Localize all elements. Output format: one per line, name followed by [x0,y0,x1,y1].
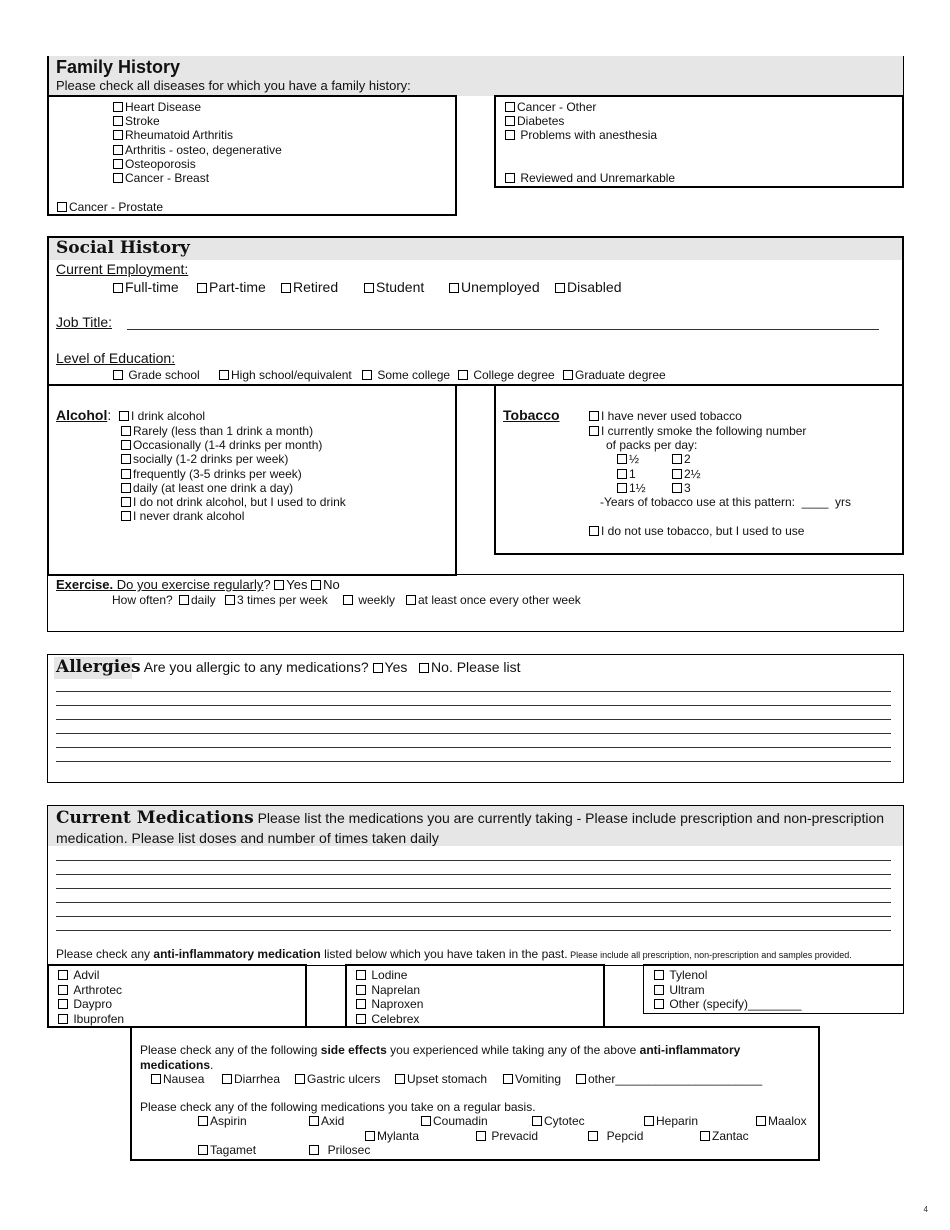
checkbox-icon[interactable] [364,283,374,293]
regular-med-option[interactable]: Maalox [756,1114,807,1129]
checkbox-icon[interactable] [356,999,366,1009]
checkbox-icon[interactable] [589,426,599,436]
alcohol-option[interactable]: I drink alcohol [119,409,205,424]
checkbox-icon[interactable] [113,370,123,380]
packs-option[interactable]: 3 [672,481,691,496]
checkbox-icon[interactable] [219,370,229,380]
checkbox-icon[interactable] [449,283,459,293]
packs-option[interactable]: 2½ [672,467,701,482]
checkbox-icon[interactable] [617,454,627,464]
checkbox-icon[interactable] [576,1074,586,1084]
anti-med-option[interactable]: Arthrotec [58,983,122,998]
regular-med-option[interactable]: Cytotec [532,1114,585,1129]
packs-label: of packs per day: [606,438,698,452]
family-subtitle: Please check all diseases for which you have a family history: [56,78,411,93]
employment-option[interactable]: Part-time [197,279,266,295]
allergies-title: Allergies [56,657,141,677]
exercise-how-label: How often? [112,593,173,607]
anti-med-option[interactable]: Ultram [654,983,705,998]
checkbox-icon[interactable] [113,173,123,183]
checkbox-icon[interactable] [58,1014,68,1024]
family-item[interactable]: Cancer - Other [505,100,596,115]
anti-med-option[interactable]: Daypro [58,997,112,1012]
family-item-prostate[interactable]: Cancer - Prostate [57,200,163,215]
checkbox-icon[interactable] [309,1116,319,1126]
exercise-option[interactable]: daily [179,593,216,608]
allergy-line[interactable] [56,761,891,762]
checkbox-icon[interactable] [419,663,429,673]
side-effect-option[interactable]: Gastric ulcers [295,1072,380,1087]
exercise-question: Exercise. Do you exercise regularly? Yes No [56,577,340,592]
checkbox-icon[interactable] [222,1074,232,1084]
family-item[interactable]: Arthritis - osteo, degenerative [113,143,282,158]
checkbox-icon[interactable] [505,173,515,183]
checkbox-icon[interactable] [505,102,515,112]
family-item[interactable]: Diabetes [505,114,564,129]
checkbox-icon[interactable] [373,663,383,673]
checkbox-icon[interactable] [113,116,123,126]
checkbox-icon[interactable] [356,970,366,980]
family-item-reviewed[interactable]: Reviewed and Unremarkable [505,171,675,186]
checkbox-icon[interactable] [589,526,599,536]
checkbox-icon[interactable] [179,595,189,605]
alcohol-header: Alcohol: [56,407,112,423]
checkbox-icon[interactable] [281,283,291,293]
exercise-option[interactable]: weekly [343,593,395,608]
tobacco-option[interactable]: I do not use tobacco, but I used to use [589,524,804,539]
checkbox-icon[interactable] [356,1014,366,1024]
family-item[interactable]: Cancer - Breast [113,171,209,186]
education-option[interactable]: Grade school [113,368,200,383]
employment-label: Current Employment: [56,261,189,277]
regular-med-option[interactable]: Axid [309,1114,344,1129]
regular-med-option[interactable]: Prevacid [476,1129,538,1144]
checkbox-icon[interactable] [365,1131,375,1141]
checkbox-icon[interactable] [198,1116,208,1126]
checkbox-icon[interactable] [617,469,627,479]
side-effect-option[interactable]: Upset stomach [395,1072,487,1087]
checkbox-icon[interactable] [563,370,573,380]
checkbox-icon[interactable] [654,999,664,1009]
checkbox-icon[interactable] [274,580,284,590]
meds-line[interactable] [56,860,891,861]
alcohol-label: Alcohol [56,407,108,423]
allergy-line[interactable] [56,719,891,720]
regular-med-option[interactable]: Prilosec [309,1143,370,1158]
checkbox-icon[interactable] [505,130,515,140]
tobacco-option[interactable]: I currently smoke the following number [589,424,806,439]
checkbox-icon[interactable] [395,1074,405,1084]
exercise-option[interactable]: 3 times per week [225,593,328,608]
packs-option[interactable]: 1½ [617,481,646,496]
side-effect-option[interactable]: other______________________ [576,1072,762,1087]
meds-text-line2: medication. Please list doses and number of times taken daily [56,830,439,846]
alcohol-option[interactable]: I never drank alcohol [121,509,244,524]
checkbox-icon[interactable] [588,1131,598,1141]
checkbox-icon[interactable] [672,469,682,479]
checkbox-icon[interactable] [113,283,123,293]
checkbox-icon[interactable] [532,1116,542,1126]
page-corner-mark: 4 [923,1205,928,1214]
meds-line[interactable] [56,930,891,931]
checkbox-icon[interactable] [589,411,599,421]
checkbox-icon[interactable] [121,497,131,507]
checkbox-icon[interactable] [362,370,372,380]
packs-option[interactable]: 2 [672,452,691,467]
checkbox-icon[interactable] [121,511,131,521]
anti-med-option[interactable]: Lodine [356,968,407,983]
checkbox-icon[interactable] [58,970,68,980]
family-item[interactable]: Heart Disease [113,100,201,115]
anti-med-option[interactable]: Celebrex [356,1012,419,1027]
checkbox-icon[interactable] [672,454,682,464]
checkbox-icon[interactable] [555,283,565,293]
alcohol-option[interactable]: socially (1-2 drinks per week) [121,452,288,467]
checkbox-icon[interactable] [121,440,131,450]
checkbox-icon[interactable] [119,411,129,421]
checkbox-icon[interactable] [458,370,468,380]
checkbox-icon[interactable] [113,102,123,112]
allergy-line[interactable] [56,733,891,734]
checkbox-icon[interactable] [672,483,682,493]
checkbox-icon[interactable] [121,469,131,479]
checkbox-icon[interactable] [406,595,416,605]
packs-option[interactable]: 1 [617,467,636,482]
checkbox-icon[interactable] [57,202,67,212]
checkbox-icon[interactable] [121,426,131,436]
checkbox-icon[interactable] [311,580,321,590]
checkbox-icon[interactable] [151,1074,161,1084]
side-effect-option[interactable]: Nausea [151,1072,204,1087]
allergies-question: Allergies Are you allergic to any medications? Yes No. Please list [56,657,521,677]
education-label: Level of Education: [56,350,176,366]
regular-med-option[interactable]: Zantac [700,1129,749,1144]
checkbox-icon[interactable] [197,283,207,293]
family-title: Family History [56,57,181,77]
side-effect-option[interactable]: Diarrhea [222,1072,280,1087]
alcohol-option[interactable]: daily (at least one drink a day) [121,481,293,496]
family-item[interactable]: Rheumatoid Arthritis [113,128,233,143]
allergy-line[interactable] [56,705,891,706]
family-item[interactable]: Osteoporosis [113,157,196,172]
checkbox-icon[interactable] [343,595,353,605]
regular-med-option[interactable]: Coumadin [421,1114,488,1129]
anti-med-option[interactable]: Naprelan [356,983,420,998]
job-title-label: Job Title: [56,314,113,330]
tobacco-option[interactable]: I have never used tobacco [589,409,742,424]
meds-line[interactable] [56,888,891,889]
checkbox-icon[interactable] [225,595,235,605]
anti-med-option[interactable]: Ibuprofen [58,1012,124,1027]
checkbox-icon[interactable] [113,159,123,169]
checkbox-icon[interactable] [700,1131,710,1141]
alcohol-option[interactable]: Rarely (less than 1 drink a month) [121,424,313,439]
tobacco-years: -Years of tobacco use at this pattern: ____ yrs [600,495,852,509]
checkbox-icon[interactable] [421,1116,431,1126]
regular-med-option[interactable]: Pepcid [588,1129,643,1144]
checkbox-icon[interactable] [654,970,664,980]
regular-meds-instructions: Please check any of the following medications you take on a regular basis. [140,1100,536,1114]
regular-med-option[interactable]: Aspirin [198,1114,247,1129]
checkbox-icon[interactable] [505,116,515,126]
checkbox-icon[interactable] [756,1116,766,1126]
checkbox-icon[interactable] [654,985,664,995]
packs-option[interactable]: ½ [617,452,639,467]
checkbox-icon[interactable] [309,1145,319,1155]
exercise-option[interactable]: at least once every other week [406,593,581,608]
checkbox-icon[interactable] [295,1074,305,1084]
meds-text-line1: Current Medications Please list the medications you are currently taking - Please include prescription and non-prescription [56,808,885,828]
meds-line[interactable] [56,902,891,903]
social-title: Social History [56,238,190,258]
meds-title: Current Medications [56,808,254,828]
side-effect-option[interactable]: Vomiting [503,1072,561,1087]
anti-med-option[interactable]: Other (specify)________ [654,997,801,1012]
alcohol-option[interactable]: I do not drink alcohol, but I used to drink [121,495,346,510]
employment-option[interactable]: Student [364,279,424,295]
checkbox-icon[interactable] [617,483,627,493]
alcohol-option[interactable]: frequently (3-5 drinks per week) [121,467,302,482]
employment-option[interactable]: Unemployed [449,279,540,295]
regular-med-option[interactable]: Mylanta [365,1129,419,1144]
meds-line[interactable] [56,874,891,875]
checkbox-icon[interactable] [58,999,68,1009]
job-title-input-line[interactable] [127,329,879,330]
education-option[interactable]: Graduate degree [563,368,666,383]
checkbox-icon[interactable] [356,985,366,995]
education-option[interactable]: Some college [362,368,450,383]
anti-med-option[interactable]: Tylenol [654,968,707,983]
anti-inflammatory-instructions: Please check any anti-inflammatory medication listed below which you have taken in the past. Please include all prescription, non-prescription and samples provided. [56,947,852,961]
checkbox-icon[interactable] [58,985,68,995]
meds-line[interactable] [56,916,891,917]
checkbox-icon[interactable] [113,145,123,155]
tobacco-label: Tobacco [503,407,560,423]
family-item[interactable]: Problems with anesthesia [505,128,657,143]
anti-med-option[interactable]: Advil [58,968,99,983]
checkbox-icon[interactable] [198,1145,208,1155]
education-option[interactable]: College degree [458,368,555,383]
checkbox-icon[interactable] [121,483,131,493]
checkbox-icon[interactable] [644,1116,654,1126]
regular-med-option[interactable]: Heparin [644,1114,698,1129]
regular-med-option[interactable]: Tagamet [198,1143,256,1158]
education-option[interactable]: High school/equivalent [219,368,352,383]
allergy-line[interactable] [56,747,891,748]
employment-option[interactable]: Retired [281,279,338,295]
anti-med-option[interactable]: Naproxen [356,997,423,1012]
employment-option[interactable]: Disabled [555,279,621,295]
checkbox-icon[interactable] [476,1131,486,1141]
checkbox-icon[interactable] [503,1074,513,1084]
checkbox-icon[interactable] [121,454,131,464]
employment-option[interactable]: Full-time [113,279,179,295]
checkbox-icon[interactable] [113,130,123,140]
allergy-line[interactable] [56,691,891,692]
family-item[interactable]: Stroke [113,114,160,129]
alcohol-option[interactable]: Occasionally (1-4 drinks per month) [121,438,322,453]
side-effects-instructions: Please check any of the following side effects you experienced while taking any of the above anti-inflammatory medications. [140,1043,741,1072]
